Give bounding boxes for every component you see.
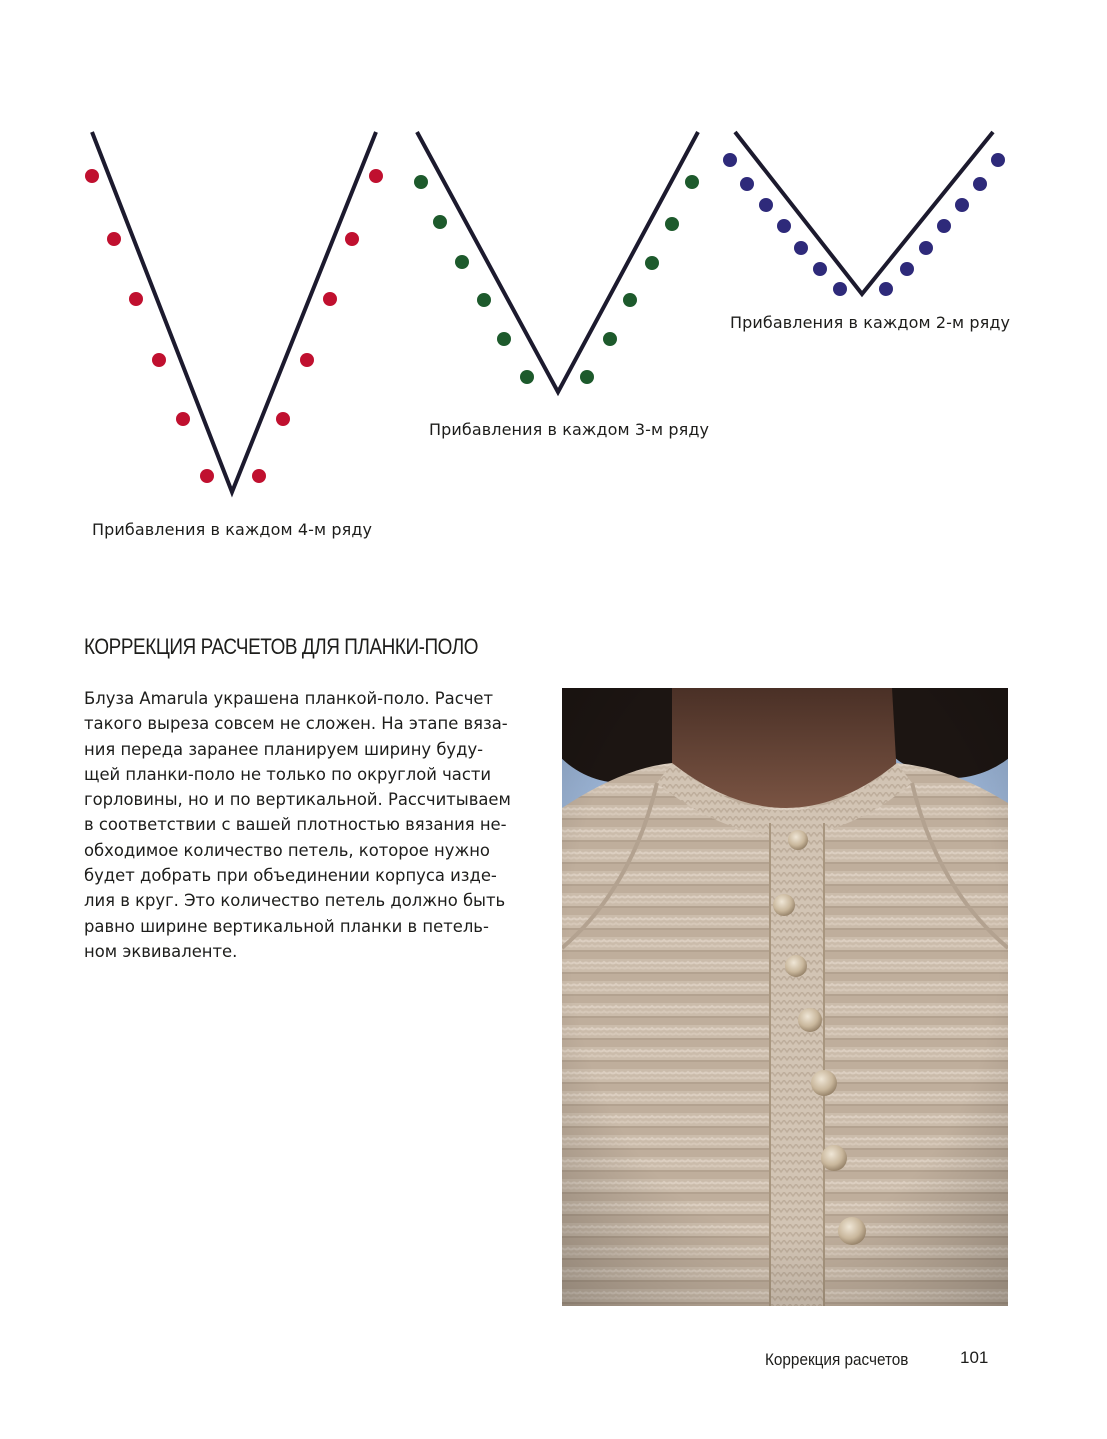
increase-dot: [497, 332, 511, 346]
increase-dot: [603, 332, 617, 346]
body-line: обходимое количество петель, которое нужно: [84, 840, 490, 860]
v-neck-diagram-every-2nd-row: [723, 132, 1005, 296]
increase-dot: [520, 370, 534, 384]
increase-dot: [623, 293, 637, 307]
body-line: ния переда заранее планируем ширину буду-: [84, 739, 484, 759]
increase-dot: [813, 262, 827, 276]
v-neck-diagram-every-3rd-row: [414, 132, 699, 392]
increase-dot: [252, 469, 266, 483]
increase-dot: [665, 217, 679, 231]
v-neck-line: [735, 132, 993, 294]
body-line: будет добрать при объединении корпуса изде-: [84, 866, 497, 886]
increase-dot: [300, 353, 314, 367]
increase-dot: [455, 255, 469, 269]
increase-dot: [833, 282, 847, 296]
body-line: равно ширине вертикальной планки в петель-: [84, 916, 489, 936]
blouse-photo: [562, 688, 1008, 1306]
diagram-caption-every-2nd-row: Прибавления в каждом 2-м ряду: [730, 313, 1011, 332]
increase-dot: [477, 293, 491, 307]
increase-dot: [740, 177, 754, 191]
increase-dot: [991, 153, 1005, 167]
increase-dot: [200, 469, 214, 483]
increase-dot: [685, 175, 699, 189]
increase-diagrams: [0, 0, 1107, 560]
increase-dot: [369, 169, 383, 183]
increase-dot: [276, 412, 290, 426]
increase-dot: [794, 241, 808, 255]
increase-dot: [777, 219, 791, 233]
increase-dot: [323, 292, 337, 306]
body-line: в соответствии с вашей плотностью вязания не-: [84, 815, 507, 835]
increase-dot: [973, 177, 987, 191]
increase-dot: [955, 198, 969, 212]
body-line: такого выреза совсем не сложен. На этапе вяза-: [84, 714, 508, 734]
increase-dot: [433, 215, 447, 229]
footer-section-label: Коррекция расчетов: [765, 1350, 909, 1369]
increase-dot: [85, 169, 99, 183]
increase-dot: [414, 175, 428, 189]
increase-dot: [176, 412, 190, 426]
body-line: лия в круг. Это количество петель должно быть: [84, 891, 506, 911]
increase-dot: [759, 198, 773, 212]
v-neck-line: [92, 132, 376, 492]
body-line: ном эквиваленте.: [84, 941, 238, 961]
increase-dot: [879, 282, 893, 296]
increase-dot: [580, 370, 594, 384]
diagram-caption-every-3rd-row: Прибавления в каждом 3-м ряду: [429, 420, 710, 439]
increase-dot: [723, 153, 737, 167]
increase-dot: [645, 256, 659, 270]
body-line: горловины, но и по вертикальной. Рассчитываем: [84, 790, 511, 810]
increase-dot: [937, 219, 951, 233]
v-neck-diagram-every-4th-row: [85, 132, 383, 492]
increase-dot: [900, 262, 914, 276]
increase-dot: [919, 241, 933, 255]
diagram-caption-every-4th-row: Прибавления в каждом 4-м ряду: [92, 520, 373, 539]
page-number: 101: [960, 1348, 989, 1367]
section-heading: КОРРЕКЦИЯ РАСЧЕТОВ ДЛЯ ПЛАНКИ-ПОЛО: [84, 634, 479, 659]
body-paragraph: [84, 686, 544, 964]
body-line: щей планки-поло не только по округлой части: [84, 764, 492, 784]
increase-dot: [107, 232, 121, 246]
increase-dot: [129, 292, 143, 306]
increase-dot: [345, 232, 359, 246]
body-line: Блуза Amarula украшена планкой-поло. Расчет: [84, 689, 494, 708]
increase-dot: [152, 353, 166, 367]
